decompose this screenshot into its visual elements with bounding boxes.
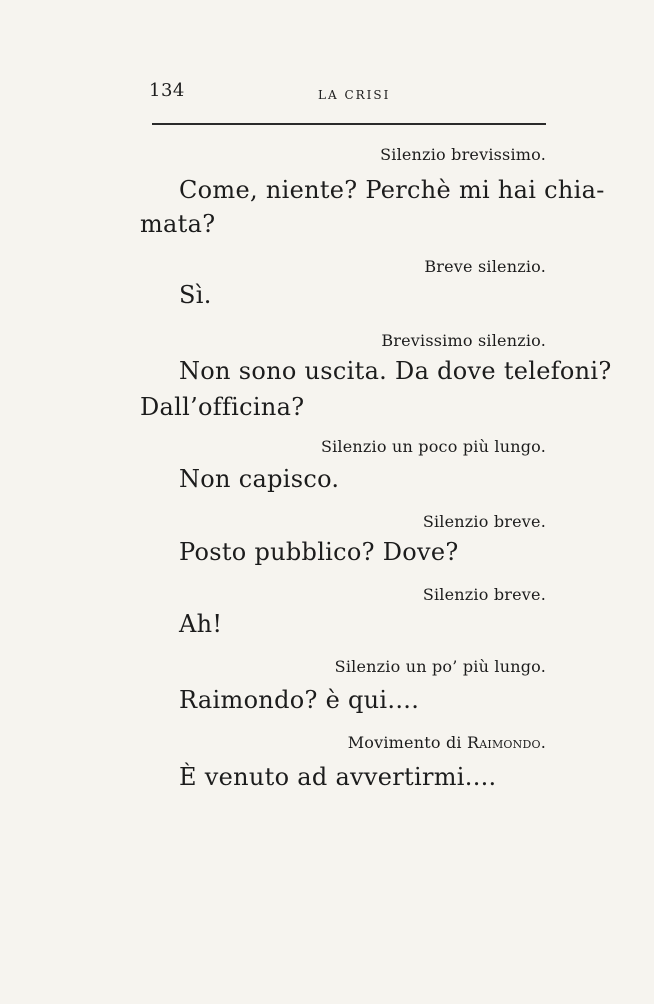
stage-direction: Silenzio breve. xyxy=(422,585,546,604)
dialogue-line: Dall’officina? xyxy=(140,393,305,421)
stage-direction: Silenzio brevissimo. xyxy=(380,145,546,164)
stage-direction: Silenzio un poco più lungo. xyxy=(320,437,546,456)
stage-direction: Silenzio breve. xyxy=(422,512,546,531)
dialogue-line: mata? xyxy=(140,210,216,238)
stage-direction: Silenzio un po’ più lungo. xyxy=(334,657,546,676)
stage-direction xyxy=(348,733,546,752)
page-number: 134 xyxy=(149,80,185,101)
dialogue-line: Posto pubblico? Dove? xyxy=(179,538,459,566)
header-rule xyxy=(152,123,546,125)
period: . xyxy=(540,733,546,752)
dialogue-line: Non capisco. xyxy=(179,465,340,493)
dialogue-line: Come, niente? Perchè mi hai chia- xyxy=(179,176,605,204)
stage-direction: Brevissimo silenzio. xyxy=(381,331,546,350)
character-name: Raimondo xyxy=(467,733,541,752)
dialogue-line: Sì. xyxy=(179,281,212,309)
running-title: LA CRISI xyxy=(318,88,391,102)
stage-direction-text: Movimento di xyxy=(347,733,462,752)
stage-direction: Breve silenzio. xyxy=(424,257,546,276)
dialogue-line: Non sono uscita. Da dove telefoni? xyxy=(179,357,612,385)
dialogue-line: Raimondo? è qui.... xyxy=(179,686,420,714)
dialogue-line: Ah! xyxy=(179,610,223,638)
dialogue-line: È venuto ad avvertirmi.... xyxy=(179,763,497,791)
